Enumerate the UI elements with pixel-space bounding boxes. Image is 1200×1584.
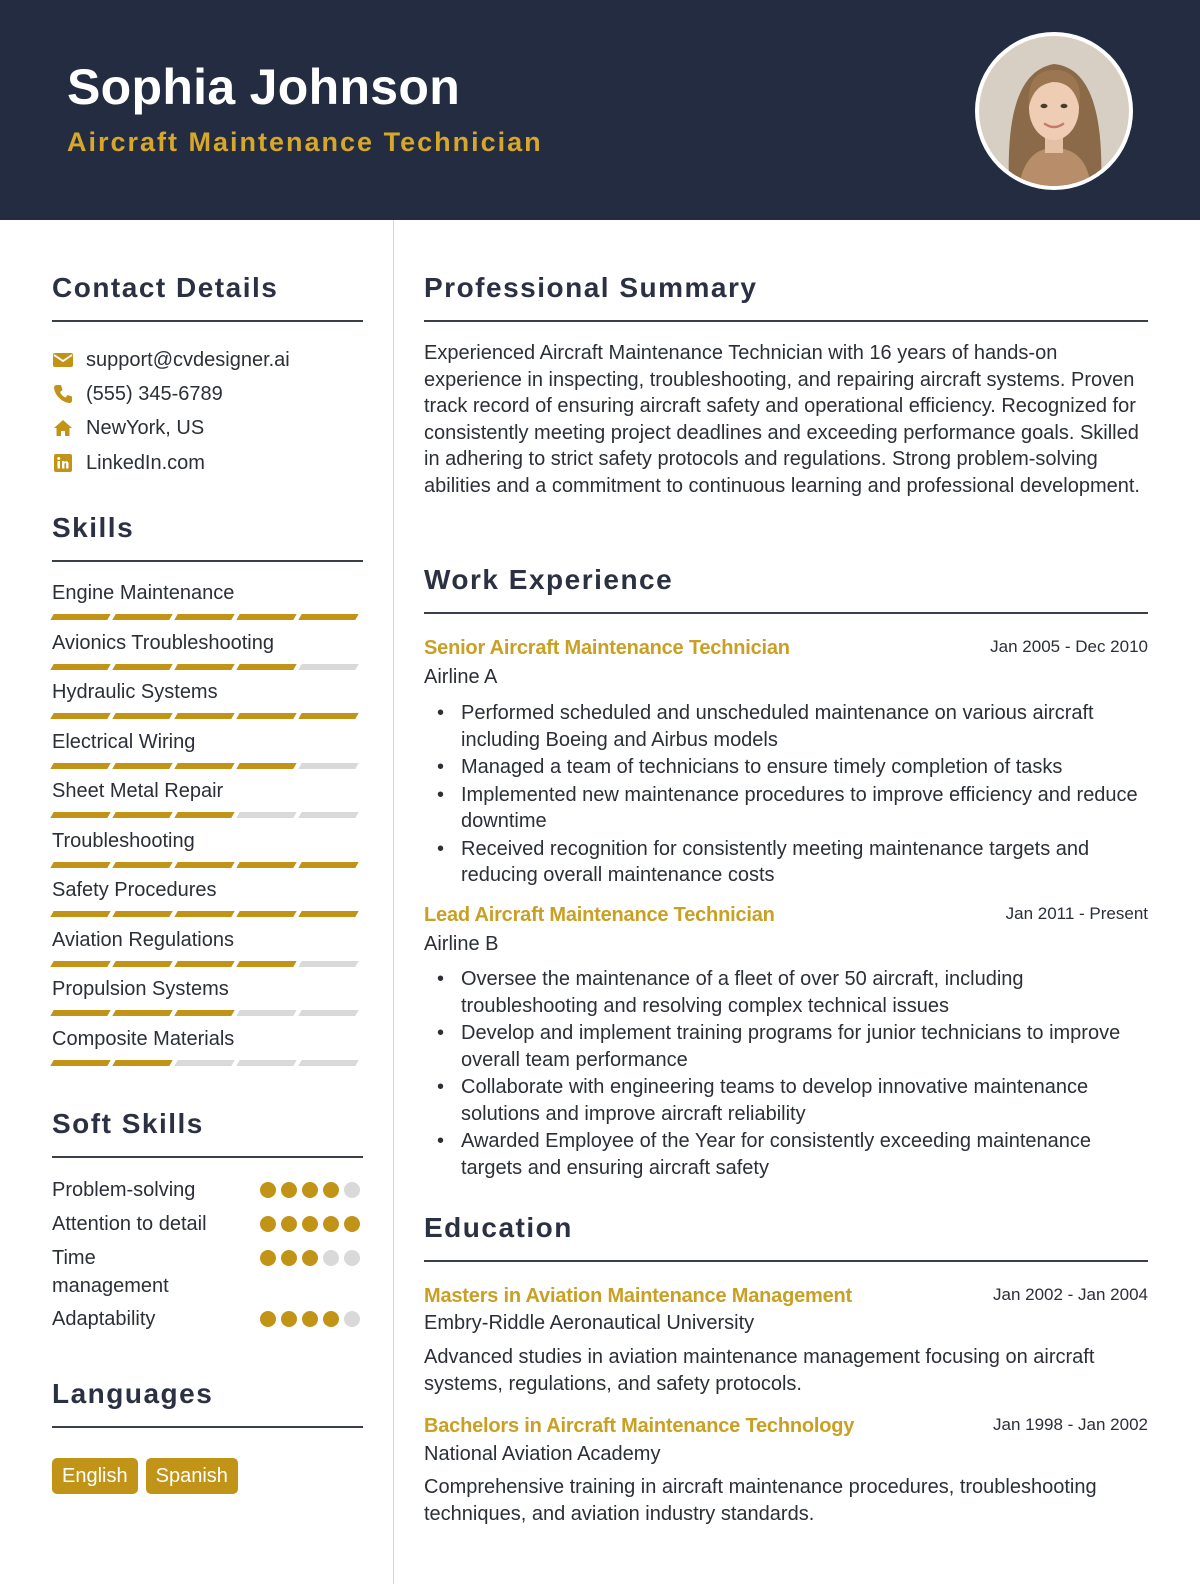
skill-level-segment-filled [50, 911, 110, 917]
skill-level-segment-filled [236, 911, 296, 917]
soft-skill-item [52, 1244, 362, 1300]
skill-level-bar [52, 763, 362, 769]
work-rule [424, 612, 1148, 614]
contact-phone-text[interactable]: (555) 345-6789 [86, 382, 223, 405]
job-bullets [424, 966, 1149, 1182]
skill-level-segment-filled [50, 614, 110, 620]
header-banner [0, 0, 1200, 220]
contact-email [52, 347, 290, 373]
rating-dot-empty [344, 1311, 360, 1327]
skill-level-segment-filled [112, 664, 172, 670]
job-bullet: • Managed a team of technicians to ensure timely completion of tasks [424, 754, 1149, 781]
rating-dot-empty [323, 1250, 339, 1266]
summary-rule [424, 320, 1148, 322]
skill-level-segment-filled [50, 812, 110, 818]
job-title: Lead Aircraft Maintenance Technician [424, 904, 775, 926]
skill-level-segment-filled [174, 614, 234, 620]
skill-item [52, 778, 362, 818]
skill-level-segment-filled [298, 713, 358, 719]
skill-level-bar [52, 1060, 362, 1066]
skill-level-bar [52, 862, 362, 868]
rating-dot-filled [344, 1216, 360, 1232]
job-bullet: • Oversee the maintenance of a fleet of over 50 aircraft, including troubleshooting and resolving complex technical issues [424, 966, 1149, 1019]
contact-location [52, 415, 204, 441]
skill-level-segment-empty [236, 1060, 296, 1066]
skill-level-segment-filled [236, 614, 296, 620]
skill-level-segment-empty [298, 664, 358, 670]
soft-skill-item [52, 1210, 362, 1238]
skill-level-segment-empty [298, 1010, 358, 1016]
summary-heading: Professional Summary [424, 272, 758, 303]
job-bullet: • Collaborate with engineering teams to develop innovative maintenance solutions and improve aircraft reliability [424, 1074, 1149, 1127]
skill-level-segment-filled [174, 1010, 234, 1016]
contact-heading: Contact Details [52, 272, 279, 303]
rating-dot-filled [281, 1250, 297, 1266]
contact-location-text: NewYork, US [86, 416, 205, 439]
education-heading: Education [424, 1212, 573, 1243]
skill-item [52, 1026, 362, 1066]
school-name: National Aviation Academy [424, 1443, 661, 1465]
rating-dot-filled [281, 1216, 297, 1232]
skill-label: Sheet Metal Repair [52, 780, 224, 802]
job-bullet: • Implemented new maintenance procedures to improve efficiency and reduce downtime [424, 782, 1149, 835]
skill-level-bar [52, 812, 362, 818]
skill-item [52, 729, 362, 769]
skill-label: Propulsion Systems [52, 978, 229, 1000]
skill-level-segment-filled [298, 911, 358, 917]
rating-dot-filled [260, 1311, 276, 1327]
skill-level-bar [52, 614, 362, 620]
rating-dot-filled [260, 1216, 276, 1232]
soft-skill-rating [260, 1182, 360, 1198]
skill-level-segment-filled [50, 713, 110, 719]
skill-label: Aviation Regulations [52, 928, 234, 951]
candidate-name: Sophia Johnson [67, 59, 461, 115]
degree-date: Jan 2002 - Jan 2004 [992, 1285, 1148, 1304]
skill-level-segment-filled [112, 713, 172, 719]
skill-level-segment-filled [112, 961, 172, 967]
soft-skill-label: Problem-solving [52, 1179, 196, 1201]
skill-level-segment-filled [112, 1060, 172, 1066]
soft-skill-rating [260, 1311, 360, 1327]
skill-level-bar [52, 911, 362, 917]
rating-dot-filled [281, 1182, 297, 1198]
linkedin-icon [52, 452, 74, 474]
skill-level-segment-filled [112, 763, 172, 769]
rating-dot-filled [323, 1216, 339, 1232]
skill-level-segment-filled [50, 862, 110, 868]
soft-skill-label: Attention to detail [52, 1213, 207, 1235]
skill-level-segment-empty [298, 961, 358, 967]
skill-label: Engine Maintenance [52, 582, 235, 604]
skill-level-segment-filled [298, 614, 358, 620]
skill-item [52, 828, 362, 868]
skill-level-segment-filled [50, 664, 110, 670]
rating-dot-filled [281, 1311, 297, 1327]
skill-item [52, 679, 362, 719]
skill-level-segment-filled [174, 961, 234, 967]
contact-email-text[interactable]: support@cvdesigner.ai [86, 348, 290, 371]
degree-date: Jan 1998 - Jan 2002 [992, 1415, 1148, 1434]
job-title: Senior Aircraft Maintenance Technician [424, 637, 790, 659]
rating-dot-filled [323, 1182, 339, 1198]
skill-level-segment-empty [298, 1060, 358, 1066]
skill-level-segment-filled [174, 911, 234, 917]
rating-dot-filled [323, 1311, 339, 1327]
column-divider [393, 220, 394, 1584]
rating-dot-filled [302, 1311, 318, 1327]
contact-rule [52, 320, 363, 322]
rating-dot-empty [344, 1250, 360, 1266]
profile-photo [975, 32, 1133, 190]
skill-level-segment-filled [112, 1010, 172, 1016]
job-bullet: • Performed scheduled and unscheduled maintenance on various aircraft including Boeing and Airbus models [424, 700, 1149, 753]
skill-level-segment-filled [112, 911, 172, 917]
skill-level-segment-filled [236, 713, 296, 719]
skills-rule [52, 560, 363, 562]
job-bullet: • Received recognition for consistently meeting maintenance targets and reducing overall maintenance costs [424, 836, 1149, 889]
language-badge: Spanish [146, 1458, 238, 1494]
skill-item [52, 580, 362, 620]
skill-level-segment-filled [236, 664, 296, 670]
soft-skill-item [52, 1176, 362, 1204]
skill-level-segment-filled [236, 763, 296, 769]
skill-level-segment-filled [174, 763, 234, 769]
skill-level-segment-empty [298, 763, 358, 769]
rating-dot-filled [302, 1216, 318, 1232]
skills-heading: Skills [52, 512, 135, 543]
rating-dot-filled [260, 1182, 276, 1198]
degree-title: Bachelors in Aircraft Maintenance Technology [424, 1415, 855, 1437]
skill-label: Safety Procedures [52, 879, 217, 901]
skill-level-segment-filled [50, 763, 110, 769]
skill-level-bar [52, 1010, 362, 1016]
envelope-icon [52, 349, 74, 371]
contact-phone [52, 381, 223, 407]
soft-skills-heading: Soft Skills [52, 1108, 204, 1139]
skill-level-segment-empty [236, 812, 296, 818]
soft-skill-label: Time management [52, 1247, 169, 1297]
skill-level-segment-empty [236, 1010, 296, 1016]
skill-level-segment-filled [298, 862, 358, 868]
soft-skill-item [52, 1305, 362, 1333]
skill-level-segment-filled [174, 713, 234, 719]
profile-photo-image [979, 36, 1129, 186]
soft-skill-label: Adaptability [52, 1308, 156, 1330]
school-name: Embry-Riddle Aeronautical University [424, 1312, 755, 1334]
skill-level-segment-filled [174, 664, 234, 670]
skill-level-segment-filled [112, 614, 172, 620]
skill-level-bar [52, 664, 362, 670]
skill-level-segment-filled [236, 961, 296, 967]
skill-label: Troubleshooting [52, 829, 195, 852]
skill-label: Electrical Wiring [52, 730, 196, 753]
degree-description: Advanced studies in aviation maintenance management focusing on aircraft systems, regulations, and safety protocols. [424, 1346, 1095, 1395]
skill-level-segment-filled [50, 1010, 110, 1016]
languages-rule [52, 1426, 363, 1428]
education-rule [424, 1260, 1148, 1262]
work-heading: Work Experience [424, 564, 674, 595]
skill-level-segment-filled [50, 961, 110, 967]
soft-skill-rating [260, 1250, 360, 1266]
skill-label: Hydraulic Systems [52, 681, 218, 703]
skill-level-segment-empty [298, 812, 358, 818]
soft-skill-rating [260, 1216, 360, 1232]
job-bullets [424, 700, 1149, 890]
skill-label: Composite Materials [52, 1027, 235, 1050]
language-badge: English [52, 1458, 138, 1494]
skill-level-segment-filled [174, 862, 234, 868]
skill-level-bar [52, 961, 362, 967]
summary-text: Experienced Aircraft Maintenance Technician with 16 years of hands-on experience in inspecting, troubleshooting, and repairing aircraft systems. Proven track record of ensuring aircraft safety and operational efficiency. Recognized for consistently meeting project deadlines and exceeding performance goals. Skilled in adhering to strict safety protocols and regulations. Strong problem-solving abilities and a commitment to continuous learning and professional development. [424, 342, 1140, 497]
skill-level-segment-filled [174, 812, 234, 818]
soft-skills-rule [52, 1156, 363, 1158]
job-bullet: • Develop and implement training programs for junior technicians to improve overall team performance [424, 1020, 1149, 1073]
skill-item [52, 976, 362, 1016]
skill-level-segment-filled [112, 812, 172, 818]
skill-item [52, 927, 362, 967]
skill-level-segment-empty [174, 1060, 234, 1066]
skill-level-segment-filled [236, 862, 296, 868]
skill-level-segment-filled [50, 1060, 110, 1066]
skill-item [52, 877, 362, 917]
skill-item [52, 630, 362, 670]
contact-linkedin-text[interactable]: LinkedIn.com [86, 451, 205, 474]
rating-dot-filled [302, 1182, 318, 1198]
candidate-title: Aircraft Maintenance Technician [67, 127, 543, 157]
skill-level-bar [52, 713, 362, 719]
job-bullet: • Awarded Employee of the Year for consistently exceeding maintenance targets and ensuring aircraft safety [424, 1128, 1149, 1181]
skill-label: Avionics Troubleshooting [52, 631, 274, 654]
rating-dot-filled [302, 1250, 318, 1266]
languages-list [52, 1458, 238, 1494]
job-date: Jan 2005 - Dec 2010 [990, 637, 1148, 656]
rating-dot-filled [260, 1250, 276, 1266]
skill-level-segment-filled [112, 862, 172, 868]
degree-description: Comprehensive training in aircraft maintenance procedures, troubleshooting techniques, and aviation industry standards. [424, 1476, 1097, 1525]
contact-linkedin [52, 450, 205, 476]
job-employer: Airline B [424, 933, 499, 955]
home-icon [52, 417, 74, 439]
job-employer: Airline A [424, 666, 498, 688]
phone-icon [52, 383, 74, 405]
job-date: Jan 2011 - Present [1005, 904, 1148, 923]
languages-heading: Languages [52, 1378, 214, 1409]
degree-title: Masters in Aviation Maintenance Management [424, 1285, 852, 1307]
rating-dot-empty [344, 1182, 360, 1198]
